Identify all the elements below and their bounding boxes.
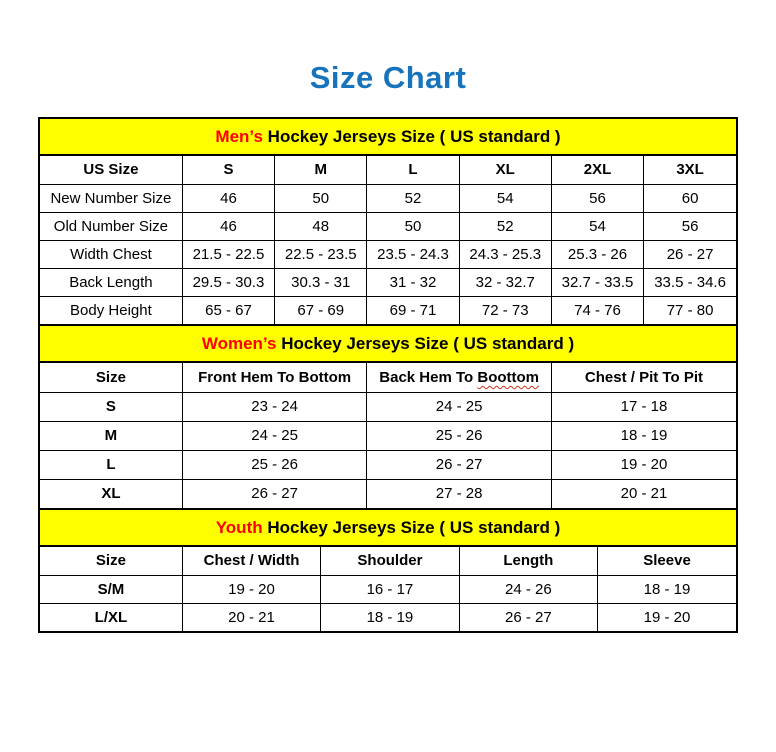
womens-banner-highlight: Women’s <box>201 334 277 353</box>
cell: 24 - 26 <box>459 575 597 603</box>
cell: 29.5 - 30.3 <box>182 268 274 296</box>
cell: 69 - 71 <box>367 296 459 324</box>
cell: 19 - 20 <box>598 603 736 631</box>
size-chart-table-group <box>38 117 738 633</box>
table-row <box>40 450 736 479</box>
cell: 33.5 - 34.6 <box>644 268 736 296</box>
column-header: Size <box>40 363 182 392</box>
row-label: L/XL <box>40 603 182 631</box>
column-header: Sleeve <box>598 547 736 575</box>
cell: 60 <box>644 184 736 212</box>
womens-size-section <box>40 324 736 508</box>
womens-section-banner <box>40 324 736 363</box>
table-row <box>40 212 736 240</box>
cell: 56 <box>551 184 643 212</box>
mens-banner-text: Hockey Jerseys Size ( US standard ) <box>262 127 561 146</box>
row-label: S <box>40 392 182 421</box>
column-header: 2XL <box>551 156 643 184</box>
cell: 21.5 - 22.5 <box>182 240 274 268</box>
cell: 25 - 26 <box>367 421 552 450</box>
column-header: 3XL <box>644 156 736 184</box>
cell: 16 - 17 <box>321 575 459 603</box>
youth-banner-text: Hockey Jerseys Size ( US standard ) <box>262 518 561 537</box>
cell: 54 <box>551 212 643 240</box>
column-header: Size <box>40 547 182 575</box>
mens-size-section <box>40 119 736 324</box>
cell: 27 - 28 <box>367 479 552 508</box>
row-label: Body Height <box>40 296 182 324</box>
cell: 24 - 25 <box>367 392 552 421</box>
cell: 24 - 25 <box>182 421 367 450</box>
cell: 22.5 - 23.5 <box>275 240 367 268</box>
cell: 26 - 27 <box>459 603 597 631</box>
column-header: S <box>182 156 274 184</box>
cell: 54 <box>459 184 551 212</box>
column-header: Chest / Width <box>182 547 320 575</box>
mens-banner-highlight: Men’s <box>215 127 263 146</box>
table-row <box>40 603 736 631</box>
cell: 30.3 - 31 <box>275 268 367 296</box>
youth-size-table <box>40 547 736 631</box>
table-row <box>40 184 736 212</box>
table-row <box>40 296 736 324</box>
cell: 18 - 19 <box>321 603 459 631</box>
mens-section-banner <box>40 119 736 156</box>
cell: 56 <box>644 212 736 240</box>
cell: 20 - 21 <box>551 479 736 508</box>
cell: 77 - 80 <box>644 296 736 324</box>
cell: 72 - 73 <box>459 296 551 324</box>
row-label: Back Length <box>40 268 182 296</box>
cell: 67 - 69 <box>275 296 367 324</box>
column-header: L <box>367 156 459 184</box>
row-label: Old Number Size <box>40 212 182 240</box>
youth-section-banner <box>40 508 736 547</box>
cell: 48 <box>275 212 367 240</box>
cell: 26 - 27 <box>644 240 736 268</box>
cell: 18 - 19 <box>598 575 736 603</box>
column-header: XL <box>459 156 551 184</box>
cell: 50 <box>275 184 367 212</box>
cell: 31 - 32 <box>367 268 459 296</box>
cell: 17 - 18 <box>551 392 736 421</box>
column-header: Shoulder <box>321 547 459 575</box>
row-label: L <box>40 450 182 479</box>
cell: 46 <box>182 212 274 240</box>
cell: 24.3 - 25.3 <box>459 240 551 268</box>
table-row <box>40 268 736 296</box>
row-label: New Number Size <box>40 184 182 212</box>
cell: 20 - 21 <box>182 603 320 631</box>
column-header: Length <box>459 547 597 575</box>
cell: 23 - 24 <box>182 392 367 421</box>
column-header: Chest / Pit To Pit <box>551 363 736 392</box>
row-label: Width Chest <box>40 240 182 268</box>
cell: 65 - 67 <box>182 296 274 324</box>
row-label: M <box>40 421 182 450</box>
column-header: Back Hem To Boottom <box>367 363 552 392</box>
cell: 52 <box>367 184 459 212</box>
cell: 74 - 76 <box>551 296 643 324</box>
youth-size-section <box>40 508 736 631</box>
womens-banner-text: Hockey Jerseys Size ( US standard ) <box>276 334 575 353</box>
table-row <box>40 240 736 268</box>
header-row <box>40 156 736 184</box>
table-row <box>40 479 736 508</box>
cell: 26 - 27 <box>367 450 552 479</box>
cell: 32 - 32.7 <box>459 268 551 296</box>
cell: 25 - 26 <box>182 450 367 479</box>
cell: 50 <box>367 212 459 240</box>
mens-size-table <box>40 156 736 324</box>
cell: 46 <box>182 184 274 212</box>
column-header: M <box>275 156 367 184</box>
cell: 25.3 - 26 <box>551 240 643 268</box>
header-row <box>40 547 736 575</box>
page-title: Size Chart <box>309 60 467 95</box>
cell: 19 - 20 <box>551 450 736 479</box>
row-label: XL <box>40 479 182 508</box>
cell: 23.5 - 24.3 <box>367 240 459 268</box>
cell: 18 - 19 <box>551 421 736 450</box>
cell: 52 <box>459 212 551 240</box>
cell: 19 - 20 <box>182 575 320 603</box>
cell: 26 - 27 <box>182 479 367 508</box>
header-row <box>40 363 736 392</box>
womens-size-table <box>40 363 736 508</box>
youth-banner-highlight: Youth <box>215 518 263 537</box>
column-header: Front Hem To Bottom <box>182 363 367 392</box>
row-label: S/M <box>40 575 182 603</box>
column-header: US Size <box>40 156 182 184</box>
table-row <box>40 421 736 450</box>
table-row <box>40 575 736 603</box>
cell: 32.7 - 33.5 <box>551 268 643 296</box>
misspelled-word: Boottom <box>477 368 540 386</box>
table-row <box>40 392 736 421</box>
